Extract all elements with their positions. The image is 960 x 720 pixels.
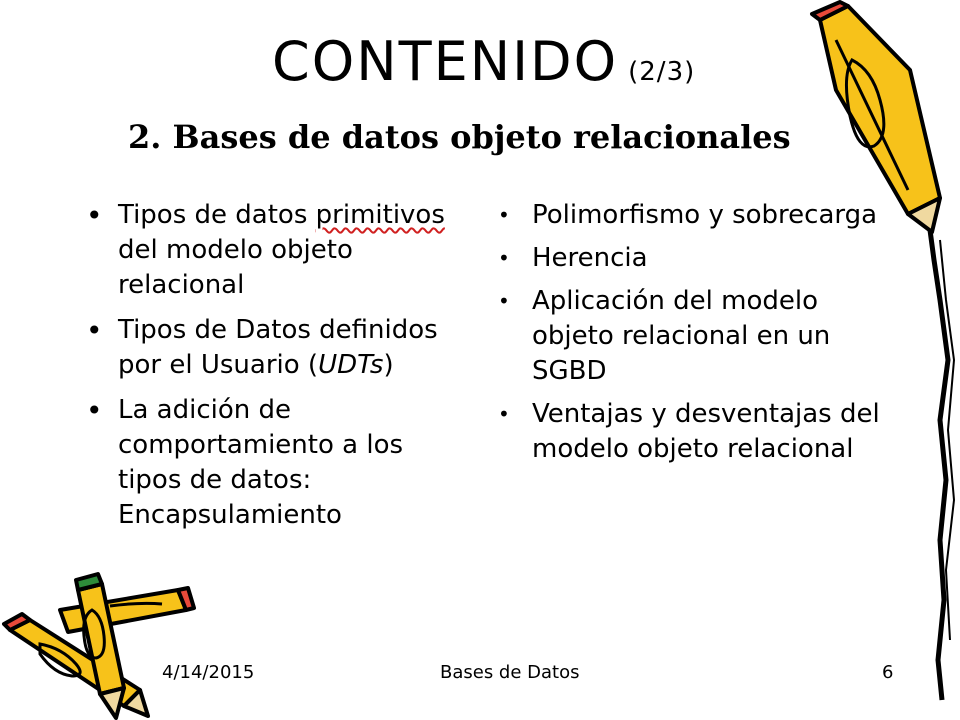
title-text: CONTENIDO xyxy=(272,30,619,93)
footer-date: 4/14/2015 xyxy=(162,662,255,683)
title-page-indicator: (2/3) xyxy=(628,57,696,87)
list-item: • Tipos de datos primitivos del modelo objeto relacional xyxy=(86,198,446,303)
crossed-pencils-icon xyxy=(0,570,200,720)
list-item: • Polimorfismo y sobrecarga xyxy=(498,198,888,233)
list-item: • Ventajas y desventajas del modelo objeto relacional xyxy=(498,397,888,467)
pencil-icon xyxy=(790,0,960,720)
left-bullet-list xyxy=(86,198,446,543)
list-item: • Herencia xyxy=(498,241,888,276)
slide-title xyxy=(272,30,695,93)
footer-course-name: Bases de Datos xyxy=(440,662,580,683)
slide-subtitle: 2. Bases de datos objeto relacionales xyxy=(128,118,791,156)
list-item: • Tipos de Datos definidos por el Usuario (UDTs) xyxy=(86,313,446,383)
emphasized-word: primitivos xyxy=(315,200,445,230)
footer-page-number: 6 xyxy=(882,662,894,683)
list-item: • Aplicación del modelo objeto relacional en un SGBD xyxy=(498,284,888,389)
list-item: • La adición de comportamiento a los tipos de datos: Encapsulamiento xyxy=(86,393,446,533)
emphasized-word: UDTs xyxy=(318,350,384,380)
